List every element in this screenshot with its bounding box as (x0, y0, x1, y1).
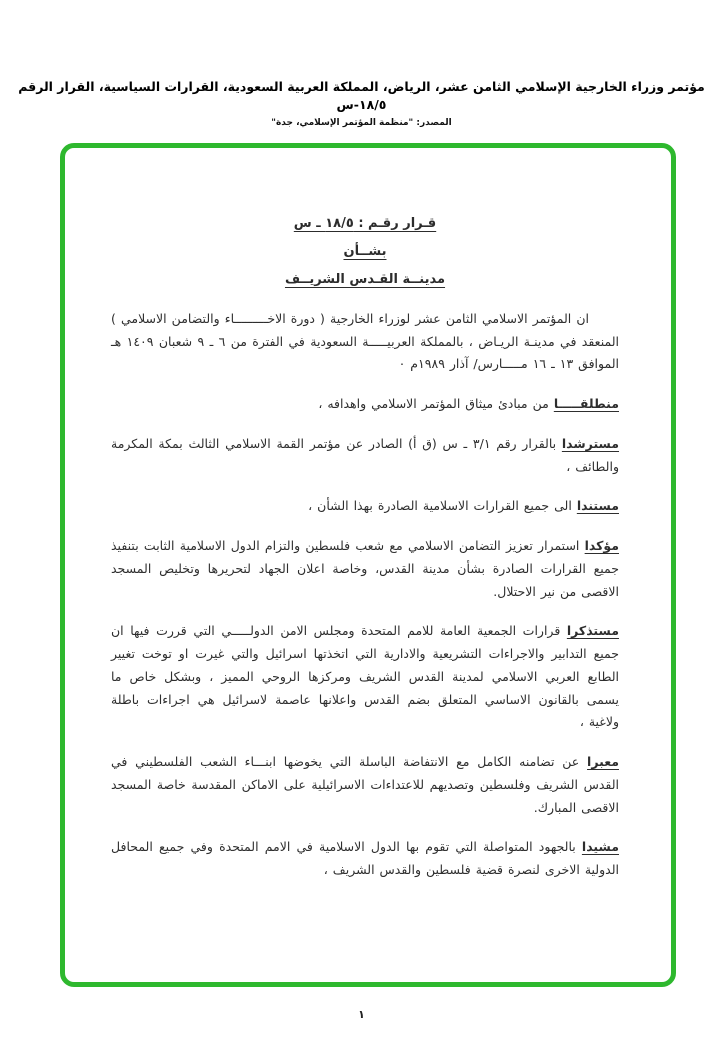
paragraph-muabbiran (111, 751, 619, 819)
paragraph-mustanidan (111, 495, 619, 518)
resolution-number-line: قـرار رقـم : ١٨/٥ ـ س (293, 216, 437, 231)
paragraph-text: الى جميع القرارات الاسلامية الصادرة بهذا الشأن ، (308, 498, 572, 514)
document-green-frame (60, 143, 676, 987)
document-title-block (111, 210, 619, 294)
paragraph-text: بالقرار رقم ٣/١ ـ س (ق أ) الصادر عن مؤتمر القمة الاسلامي الثالث بمكة المكرمة والطائف ، (111, 435, 619, 474)
paragraph-text: قرارات الجمعية العامة للامم المتحدة ومجلس الامن الدولـــــي التي قررت فيها ان جميع التدابير والاجراءات التشريعية والادارية التي اتخذتها اسرائيل والتي غيرت او توخت تغيير الطابع العربي الاسلامي لمدينة القدس الشريف ومركزها الروحي المميز ، وبشكل خاص ما يسمى بالقانون الاساسي المتعلق بضم القدس واعلانها عاصمة لاسرائيل هي اجراءات باطلة ولاغية ، (111, 623, 619, 730)
subject-title: مدينــة القـدس الشريــف (284, 271, 446, 287)
paragraph-text: بالجهود المتواصلة التي تقوم بها الدول الاسلامية في الامم المتحدة وفي جميع المحافل الدولية الاخرى لنصرة قضية فلسطين والقدس الشريف ، (111, 839, 619, 878)
paragraph-mustarshidan (111, 433, 619, 479)
paragraph-lead: مؤكدا (584, 538, 619, 554)
paragraph-montaliqan (111, 393, 619, 416)
paragraph-muakkidan (111, 535, 619, 603)
paragraph-lead: منطلقـــــا (553, 396, 619, 412)
paragraph-lead: مشيدا (581, 839, 619, 855)
paragraph-lead: مستندا (576, 498, 619, 514)
paragraph-text: من مبادئ ميثاق المؤتمر الاسلامي واهدافه ، (318, 396, 549, 412)
paragraph-text: عن تضامنه الكامل مع الانتفاضة الباسلة التي يخوضها ابنـــاء الشعب الفلسطيني في القدس الشريف وفلسطين وتصديهم للاعتداءات الاسرائيلية على الاماكن المقدسة خاصة المسجد الاقصى المبارك. (111, 754, 619, 815)
page-number: ١ (358, 1008, 365, 1021)
paragraph-text: ان المؤتمر الاسلامي الثامن عشر لوزراء الخارجية ( دورة الاخـــــــــاء والتضامن الاسلامي ) المنعقد في مدينـة الريـاض ، بالمملكة العربيـــــة السعودية في الفترة من ٦ ـ ٩ شعبان ١٤٠٩ هـ الموافق ١٣ ـ ١٦ مـــــارس/ آذار ١٩٨٩م ٠ (111, 310, 619, 372)
page-header (0, 78, 723, 128)
paragraph-mustathkiran (111, 620, 619, 734)
paragraph-lead: مسترشدا (561, 435, 620, 451)
header-source-line: المصدر: "منظمة المؤتمر الإسلامي، جدة" (271, 118, 452, 128)
paragraph-text: استمرار تعزيز التضامن الاسلامي مع شعب فلسطين والتزام الدول الاسلامية الثابت بتنفيذ جميع القرارات الصادرة بشأن مدينة القدس، وخاصة اعلان الجهاد لتحريرها وتخليص المسجد الاقصى من نير الاحتلال. (111, 538, 619, 599)
paragraph-lead: مستذكرا (566, 623, 619, 639)
subject-label: بشــأن (343, 243, 387, 259)
paragraph-preamble (111, 308, 619, 376)
paragraph-mushidan (111, 836, 619, 882)
paragraph-lead: معبرا (587, 754, 619, 770)
header-title: مؤتمر وزراء الخارجية الإسلامي الثامن عشر، الرياض، المملكة العربية السعودية، القرارات السياسية، القرار الرقم ١٨/٥-س (18, 79, 705, 112)
